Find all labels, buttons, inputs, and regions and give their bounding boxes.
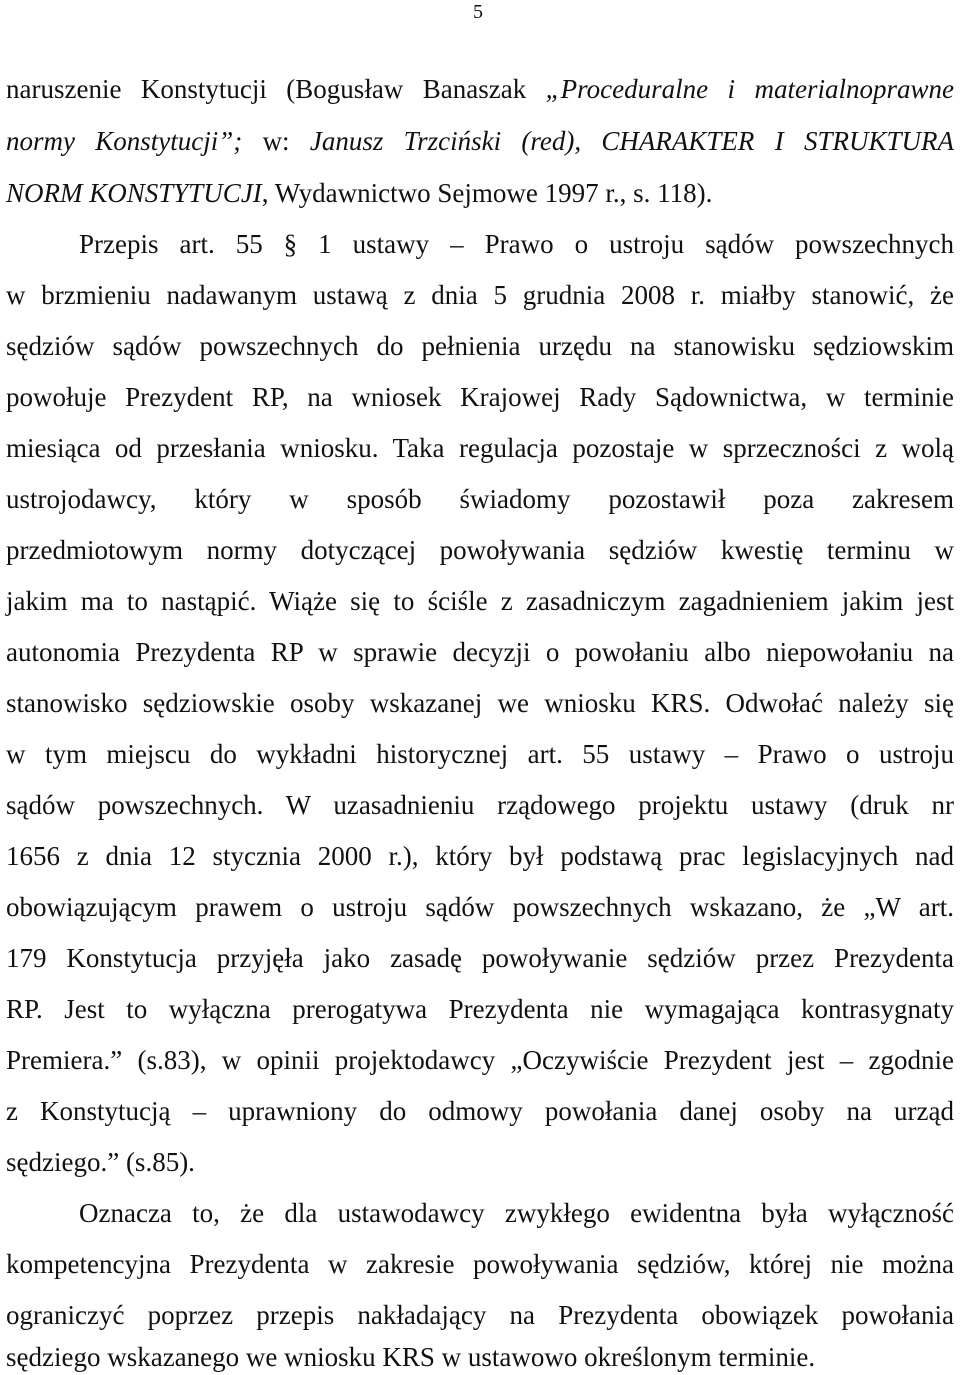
text-line: sądów powszechnych. W uzasadnieniu rządowego projektu ustawy (druk nr <box>6 790 954 820</box>
text-line: powołuje Prezydent RP, na wniosek Krajowej Rady Sądownictwa, w terminie <box>6 382 954 412</box>
text-line <box>6 124 954 158</box>
text-line: Premiera.” (s.83), w opinii projektodawcy „Oczywiście Prezydent jest – zgodnie <box>6 1045 954 1075</box>
text-run: w: <box>262 126 310 156</box>
text-line: RP. Jest to wyłączna prerogatywa Prezydenta nie wymagająca kontrasygnaty <box>6 994 954 1024</box>
text-line: w brzmieniu nadawanym ustawą z dnia 5 grudnia 2008 r. miałby stanowić, że <box>6 280 954 310</box>
text-line: Przepis art. 55 § 1 ustawy – Prawo o ustroju sądów powszechnych <box>79 229 954 259</box>
text-line <box>6 176 954 210</box>
text-line: sędziego.” (s.85). <box>6 1147 195 1177</box>
citation-title: „Proceduralne i materialnoprawne <box>545 74 954 104</box>
text-line: 179 Konstytucja przyjęła jako zasadę powoływanie sędziów przez Prezydenta <box>6 943 954 973</box>
text-line: autonomia Prezydenta RP w sprawie decyzji o powołaniu albo niepowołaniu na <box>6 637 954 667</box>
text-line: sędziów sądów powszechnych do pełnienia urzędu na stanowisku sędziowskim <box>6 331 954 361</box>
citation-book-title: NORM KONSTYTUCJI <box>6 178 262 208</box>
text-line: miesiąca od przesłania wniosku. Taka regulacja pozostaje w sprzeczności z wolą <box>6 433 954 463</box>
text-line: Oznacza to, że dla ustawodawcy zwykłego ewidentna była wyłączność <box>79 1198 954 1228</box>
text-line: z Konstytucją – uprawniony do odmowy powołania danej osoby na urząd <box>6 1096 954 1126</box>
citation-title: normy Konstytucji”; <box>6 126 263 156</box>
text-line: sędziego wskazanego we wniosku KRS w ustawowo określonym terminie. <box>6 1342 816 1372</box>
text-line <box>6 72 954 106</box>
text-line: kompetencyjna Prezydenta w zakresie powoływania sędziów, której nie można <box>6 1249 954 1279</box>
text-run: naruszenie Konstytucji (Bogusław Banaszak <box>6 74 546 104</box>
text-line: obowiązującym prawem o ustroju sądów powszechnych wskazano, że „W art. <box>6 892 954 922</box>
page-number: 5 <box>473 1 483 23</box>
text-line: ograniczyć poprzez przepis nakładający na Prezydenta obowiązek powołania <box>6 1300 954 1330</box>
text-run: , Wydawnictwo Sejmowe 1997 r., s. 118). <box>261 178 713 208</box>
text-line: ustrojodawcy, który w sposób świadomy pozostawił poza zakresem <box>6 484 954 514</box>
text-line: w tym miejscu do wykładni historycznej art. 55 ustawy – Prawo o ustroju <box>6 739 954 769</box>
text-line: stanowisko sędziowskie osoby wskazanej we wniosku KRS. Odwołać należy się <box>6 688 954 718</box>
text-line: przedmiotowym normy dotyczącej powoływania sędziów kwestię terminu w <box>6 535 954 565</box>
text-line: 1656 z dnia 12 stycznia 2000 r.), który był podstawą prac legislacyjnych nad <box>6 841 954 871</box>
citation-editor: Janusz Trzciński (red), CHARAKTER I STRUKTURA <box>309 126 954 156</box>
text-line: jakim ma to nastąpić. Wiąże się to ściśle z zasadniczym zagadnieniem jakim jest <box>6 586 954 616</box>
